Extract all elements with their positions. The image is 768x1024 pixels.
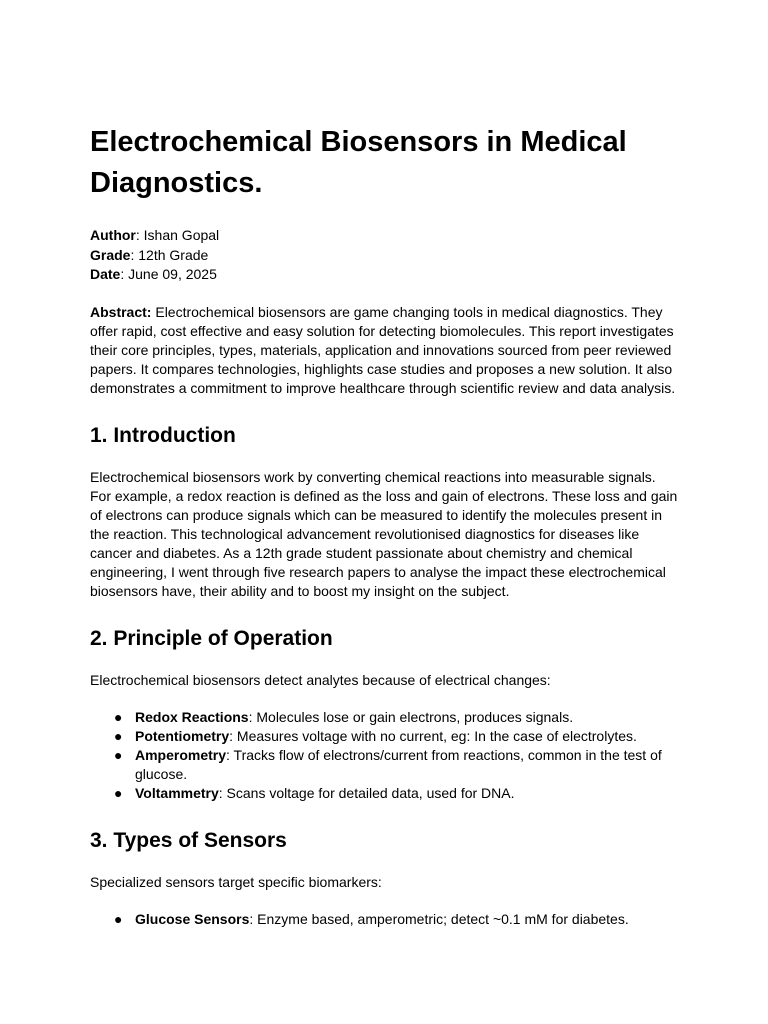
- list-item-term: Redox Reactions: [135, 708, 249, 725]
- list-item-text: : Enzyme based, amperometric; detect ~0.1 mM for diabetes.: [249, 910, 629, 927]
- bullet-icon: ●: [114, 784, 123, 801]
- section-paragraph-principle: Electrochemical biosensors detect analytes because of electrical changes:: [90, 671, 551, 688]
- list-item-text: : Scans voltage for detailed data, used for DNA.: [218, 784, 515, 801]
- list-item-text: : Molecules lose or gain electrons, produces signals.: [248, 708, 574, 725]
- bullet-icon: ●: [114, 708, 123, 725]
- bullet-icon: ●: [114, 727, 123, 744]
- document-meta: [90, 226, 678, 285]
- list-item: [114, 746, 678, 784]
- section-heading-types: 3. Types of Sensors: [90, 828, 287, 852]
- list-item: [114, 784, 678, 803]
- meta-author: [90, 226, 678, 246]
- list-item: [114, 910, 678, 929]
- list-item: [114, 727, 678, 746]
- section-paragraph-introduction: Electrochemical biosensors work by converting chemical reactions into measurable signals. For example, a redox reaction is defined as the loss and gain of electrons. These loss and gain of electrons can produce signals which can be measured to identify the molecules present in the reaction. This technological advancement revolutionised diagnostics for diseases like cancer and diabetes. As a 12th grade student passionate about chemistry and chemical engineering, I went through five research papers to analyse the impact these electrochemical biosensors have, their ability and to boost my insight on the subject.: [90, 468, 678, 599]
- principle-list: [90, 708, 678, 803]
- types-list: [90, 910, 678, 929]
- bullet-icon: ●: [114, 746, 123, 763]
- section-heading-principle: 2. Principle of Operation: [90, 626, 333, 650]
- section-paragraph-types: Specialized sensors target specific biomarkers:: [90, 873, 382, 890]
- list-item-term: Amperometry: [135, 746, 227, 763]
- meta-date: [90, 265, 678, 285]
- abstract: [90, 303, 678, 398]
- section-heading-introduction: 1. Introduction: [90, 423, 236, 447]
- meta-grade: [90, 246, 678, 266]
- abstract-text: Electrochemical biosensors are game changing tools in medical diagnostics. They offer rapid, cost effective and easy solution for detecting biomolecules. This report investigates their core principles, types, materials, application and innovations sourced from peer reviewed papers. It compares technologies, highlights case studies and proposes a new solution. It also demonstrates a commitment to improve healthcare through scientific review and data analysis.: [90, 303, 676, 396]
- list-item-text: : Measures voltage with no current, eg: In the case of electrolytes.: [229, 727, 637, 744]
- meta-author-value: : Ishan Gopal: [135, 227, 220, 243]
- list-item-term: Potentiometry: [135, 727, 230, 744]
- bullet-icon: ●: [114, 910, 123, 927]
- document-title: Electrochemical Biosensors in Medical Diagnostics.: [90, 126, 627, 199]
- abstract-label: Abstract:: [90, 303, 152, 320]
- meta-grade-value: : 12th Grade: [130, 246, 209, 263]
- list-item-text: : Tracks flow of electrons/current from reactions, common in the test of glucose.: [135, 746, 662, 782]
- list-item-term: Glucose Sensors: [135, 910, 250, 927]
- meta-date-label: Date: [90, 266, 121, 282]
- meta-grade-label: Grade: [90, 246, 131, 263]
- meta-author-label: Author: [90, 227, 136, 243]
- list-item: [114, 708, 678, 727]
- meta-date-value: : June 09, 2025: [120, 266, 217, 282]
- list-item-term: Voltammetry: [135, 784, 219, 801]
